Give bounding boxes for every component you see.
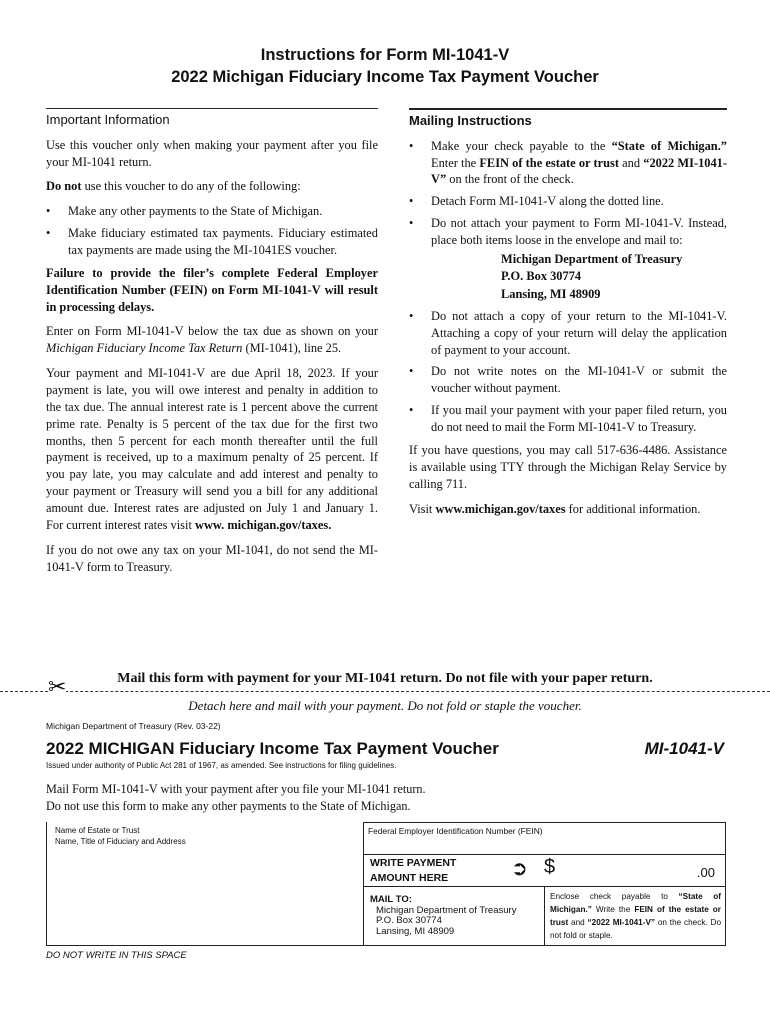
right-arrow-icon: ➲ <box>511 858 528 880</box>
list-item: • Do not attach a copy of your return to the MI-1041-V. Attaching a copy of your return will delay the application of payment to your account. <box>409 308 727 359</box>
fein-field[interactable] <box>363 822 726 855</box>
name-label: Name of Estate or Trust <box>55 826 140 835</box>
enter-instruction <box>46 323 378 357</box>
title-line-1: Instructions for Form MI-1041-V <box>260 46 510 64</box>
dotted-cut-line <box>0 691 770 692</box>
b1-c: Enter the <box>431 155 480 170</box>
payment-amount-field[interactable] <box>363 855 726 887</box>
payment-label-1: WRITE PAYMENT <box>370 857 457 869</box>
enter-b: (MI-1041), line 25. <box>242 341 342 356</box>
enc-e: and <box>568 918 588 927</box>
important-bullets <box>46 203 378 259</box>
enc-g: on the check. Do not fold or staple. <box>550 918 721 940</box>
due-paragraph <box>46 365 378 534</box>
visit-b: for additional information. <box>565 501 701 516</box>
mailing-heading: Mailing Instructions <box>409 108 727 130</box>
fein-label: Federal Employer Identification Number (FEIN) <box>368 826 543 836</box>
b1-f: “2022 MI-1041-V” <box>431 155 727 187</box>
form-code: MI-1041-V <box>644 739 724 758</box>
taxes-link[interactable]: www. michigan.gov/taxes. <box>195 517 332 532</box>
address-line: Lansing, MI 48909 <box>501 286 601 301</box>
important-p2 <box>46 178 378 195</box>
dollar-sign: $ <box>544 856 556 878</box>
mailing-instructions-section <box>409 108 727 525</box>
do-not-write-notice: DO NOT WRITE IN THIS SPACE <box>46 950 187 961</box>
detach-instruction: Detach here and mail with your payment. Do not fold or staple the voucher. <box>188 698 582 713</box>
return-name: Michigan Fiduciary Income Tax Return <box>46 341 243 356</box>
fiduciary-label: Name, Title of Fiduciary and Address <box>55 837 186 846</box>
mail-form-notice: Mail this form with payment for your MI-1041 return. Do not file with your paper return. <box>117 671 653 686</box>
b1-a: Make your check payable to the <box>431 138 612 153</box>
mail-instruction-1: Mail Form MI-1041-V with your payment after you file your MI-1041 return. <box>46 782 426 796</box>
address-line: P.O. Box 30774 <box>501 269 582 284</box>
enc-f: “2022 MI-1041-V” <box>587 918 656 927</box>
list-item: • Make any other payments to the State of Michigan. <box>46 203 378 220</box>
visit-link[interactable]: www.michigan.gov/taxes <box>435 501 566 516</box>
mail-to-box <box>363 887 544 946</box>
due-text: Your payment and MI-1041-V are due April 18, 2023. If your payment is late, you will owe interest and penalty in addition to the tax due. The annual interest rate is 1 percent above the current prime rate. Penalty is 5 percent of the tax due for the first two months, then 5 percent for each month thereafter until the full payment is received, up to a maximum penalty of 25 percent. If you pay late, you may calculate and add interest and penalty to your payment or Treasury will send you a bill for any additional amount due. Interest rates are adjusted on July 1 and January 1. For current interest rates visit <box>46 366 378 532</box>
mailing-bullets <box>409 138 727 436</box>
visit-paragraph <box>409 501 727 518</box>
important-p1: Use this voucher only when making your payment after you file your MI-1041 return. <box>46 137 378 169</box>
enc-d: FEIN of the estate or trust <box>550 905 721 927</box>
enc-c: Write the <box>591 905 635 914</box>
list-item <box>409 215 727 303</box>
enc-b: “State of Michigan.” <box>550 892 721 914</box>
mailing-address <box>501 251 727 303</box>
enc-a: Enclose check payable to <box>550 892 679 901</box>
visit-a: Visit <box>409 501 436 516</box>
page-title <box>0 44 770 88</box>
list-item: • If you mail your payment with your paper filed return, you do not need to mail the Form MI-1041-V to Treasury. <box>409 402 727 436</box>
voucher-title: 2022 MICHIGAN Fiduciary Income Tax Payment Voucher <box>46 739 499 758</box>
mail-to-line: Lansing, MI 48909 <box>376 925 455 937</box>
important-p2-rest: use this voucher to do any of the following: <box>81 179 301 194</box>
b1-d: FEIN of the estate or trust <box>479 155 619 170</box>
mail-instruction-2: Do not use this form to make any other payments to the State of Michigan. <box>46 799 411 814</box>
list-item: • Do not write notes on the MI-1041-V or submit the voucher without payment. <box>409 363 727 397</box>
failure-warning <box>46 265 378 316</box>
failure-text: Failure to provide the filer’s complete Federal Employer Identification Number (FEIN) on Form MI-1041-V will result in processing delays. <box>46 265 378 314</box>
list-item <box>409 138 727 189</box>
mail-to-label: MAIL TO: <box>370 894 412 905</box>
b1-e: and <box>618 155 644 170</box>
no-owe-paragraph: If you do not owe any tax on your MI-1041, do not send the MI-1041-V form to Treasury. <box>46 542 378 574</box>
b1-b: “State of Michigan.” <box>611 138 727 153</box>
b1-g: on the front of the check. <box>446 172 574 187</box>
name-address-field[interactable] <box>46 822 363 946</box>
important-heading: Important Information <box>46 108 378 129</box>
issued-authority: Issued under authority of Public Act 281 of 1967, as amended. See instructions for filing guidelines. <box>46 761 397 770</box>
enclose-check-box <box>544 887 726 946</box>
payment-label <box>370 856 456 886</box>
mail-to-line: P.O. Box 30774 <box>376 915 442 926</box>
cents-value: .00 <box>696 865 715 880</box>
important-information-section <box>46 108 378 583</box>
address-line: Michigan Department of Treasury <box>501 251 683 266</box>
b3-text: Do not attach your payment to Form MI-1041-V. Instead, place both items loose in the envelope and mail to: <box>431 216 727 247</box>
voucher-mail-instructions <box>46 781 426 815</box>
title-line-2: 2022 Michigan Fiduciary Income Tax Payment Voucher <box>171 68 599 86</box>
scissors-icon: ✂ <box>48 674 67 699</box>
do-not-bold: Do not <box>46 179 82 194</box>
questions-paragraph: If you have questions, you may call 517-636-4486. Assistance is available using TTY through the Michigan Relay Service by calling 711. <box>409 442 727 491</box>
dept-revision: Michigan Department of Treasury (Rev. 03-22) <box>46 721 221 731</box>
list-item: • Make fiduciary estimated tax payments. Fiduciary estimated tax payments are made using the MI-1041ES voucher. <box>46 225 378 259</box>
enter-a: Enter on Form MI-1041-V below the tax due as shown on your <box>46 324 378 339</box>
list-item: • Detach Form MI-1041-V along the dotted line. <box>409 193 727 210</box>
mail-to-line: Michigan Department of Treasury <box>376 904 517 916</box>
payment-label-2: AMOUNT HERE <box>370 872 449 884</box>
